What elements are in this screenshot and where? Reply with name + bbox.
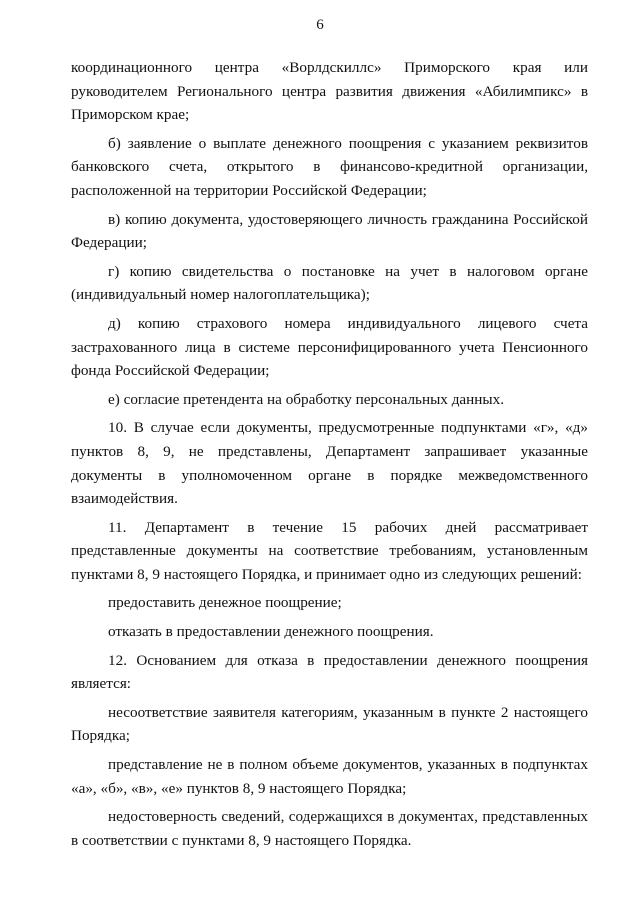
paragraph-refusal-reason-2: представление не в полном объеме документов, указанных в подпунктах «а», «б», «в», «е» пунктов 8, 9 настоящего Порядка; (71, 756, 588, 797)
paragraph-item-b: б) заявление о выплате денежного поощрения с указанием реквизитов банковского счета, открытого в финансово-кредитной организации, расположенной на территории Российской Федерации; (71, 134, 588, 199)
document-body (71, 56, 588, 857)
paragraph-clause-10: 10. В случае если документы, предусмотренные подпунктами «г», «д» пунктов 8, 9, не представлены, Департамент запрашивает указанные документы в уполномоченном органе в порядке межведомственного взаимодействия. (71, 419, 588, 508)
paragraph-item-g: г) копию свидетельства о постановке на учет в налоговом органе (индивидуальный номер налогоплательщика); (71, 262, 588, 304)
paragraph-item-d: д) копию страхового номера индивидуального лицевого счета застрахованного лица в системе персонифицированного учета Пенсионного фонда Российской Федерации; (71, 314, 588, 380)
paragraph-clause-12: 12. Основанием для отказа в предоставлении денежного поощрения является: (71, 651, 588, 693)
page-number: 6 (316, 17, 324, 33)
paragraph-clause-11: 11. Департамент в течение 15 рабочих дней рассматривает представленные документы на соответствие требованиям, установленным пунктами 8, 9 настоящего Порядка, и принимает одно из следующих решений: (71, 518, 588, 583)
paragraph-refusal-reason-1: несоответствие заявителя категориям, указанным в пункте 2 настоящего Порядка; (71, 703, 588, 745)
paragraph-item-e: е) согласие претендента на обработку персональных данных. (108, 390, 505, 408)
paragraph-decision-grant: предоставить денежное поощрение; (108, 594, 342, 612)
paragraph-decision-refuse: отказать в предоставлении денежного поощрения. (108, 623, 434, 641)
paragraph-item-v: в) копию документа, удостоверяющего личность гражданина Российской Федерации; (71, 210, 588, 252)
paragraph-refusal-reason-3: недостоверность сведений, содержащихся в документах, представленных в соответствии с пунктами 8, 9 настоящего Порядка. (71, 808, 588, 849)
paragraph-continuation: координационного центра «Ворлдскиллс» Приморского края или руководителем Регионального центра развития движения «Абилимпикс» в Приморском крае; (71, 59, 588, 124)
